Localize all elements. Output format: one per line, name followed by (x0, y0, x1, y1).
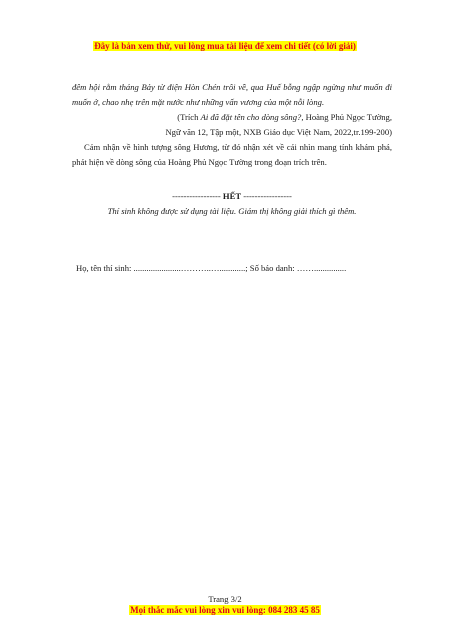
end-marker (72, 189, 392, 204)
candidate-info-line: Họ, tên thí sinh: ......................………..…............; Số báo danh: ……............... (76, 263, 347, 273)
end-dashes-left: ----------------- (172, 191, 223, 201)
page-number: Trang 3/2 (208, 594, 242, 604)
contact-footer (0, 605, 450, 616)
end-word: HẾT (222, 191, 242, 201)
contact-footer-text: Mọi thắc mắc vui lòng xin vui lòng: 084 283 45 85 (130, 605, 320, 615)
passage-citation (72, 110, 392, 140)
passage-excerpt: đêm hội rằm tháng Bảy từ điện Hòn Chén trôi về, qua Huế bỗng ngập ngừng như muốn đi muốn ở, chao nhẹ trên mặt nước như những vấn vương của một nỗi lòng. (72, 82, 392, 107)
citation-source: Ngữ văn 12, Tập một, NXB Giáo dục Việt Nam, 2022,tr.199-200) (165, 127, 392, 137)
citation-title: Ai đã đặt tên cho dòng sông? (200, 112, 302, 122)
exam-note: Thí sinh không được sử dụng tài liệu. Giám thị không giải thích gì thêm. (107, 206, 357, 216)
end-dashes-right: ----------------- (241, 191, 292, 201)
exam-content (72, 80, 392, 219)
preview-banner-text: Đây là bản xem thử, vui lòng mua tài liệu để xem chi tiết (có lời giải) (94, 41, 356, 51)
preview-banner (0, 40, 450, 52)
essay-question: Cảm nhận về hình tượng sông Hương, từ đó nhận xét về cái nhìn mang tính khám phá, phát hiện về dòng sông của Hoàng Phủ Ngọc Tường trong đoạn trích trên. (72, 142, 392, 167)
citation-author: , Hoàng Phủ Ngọc Tường, (301, 112, 392, 122)
citation-open: (Trích (177, 112, 201, 122)
